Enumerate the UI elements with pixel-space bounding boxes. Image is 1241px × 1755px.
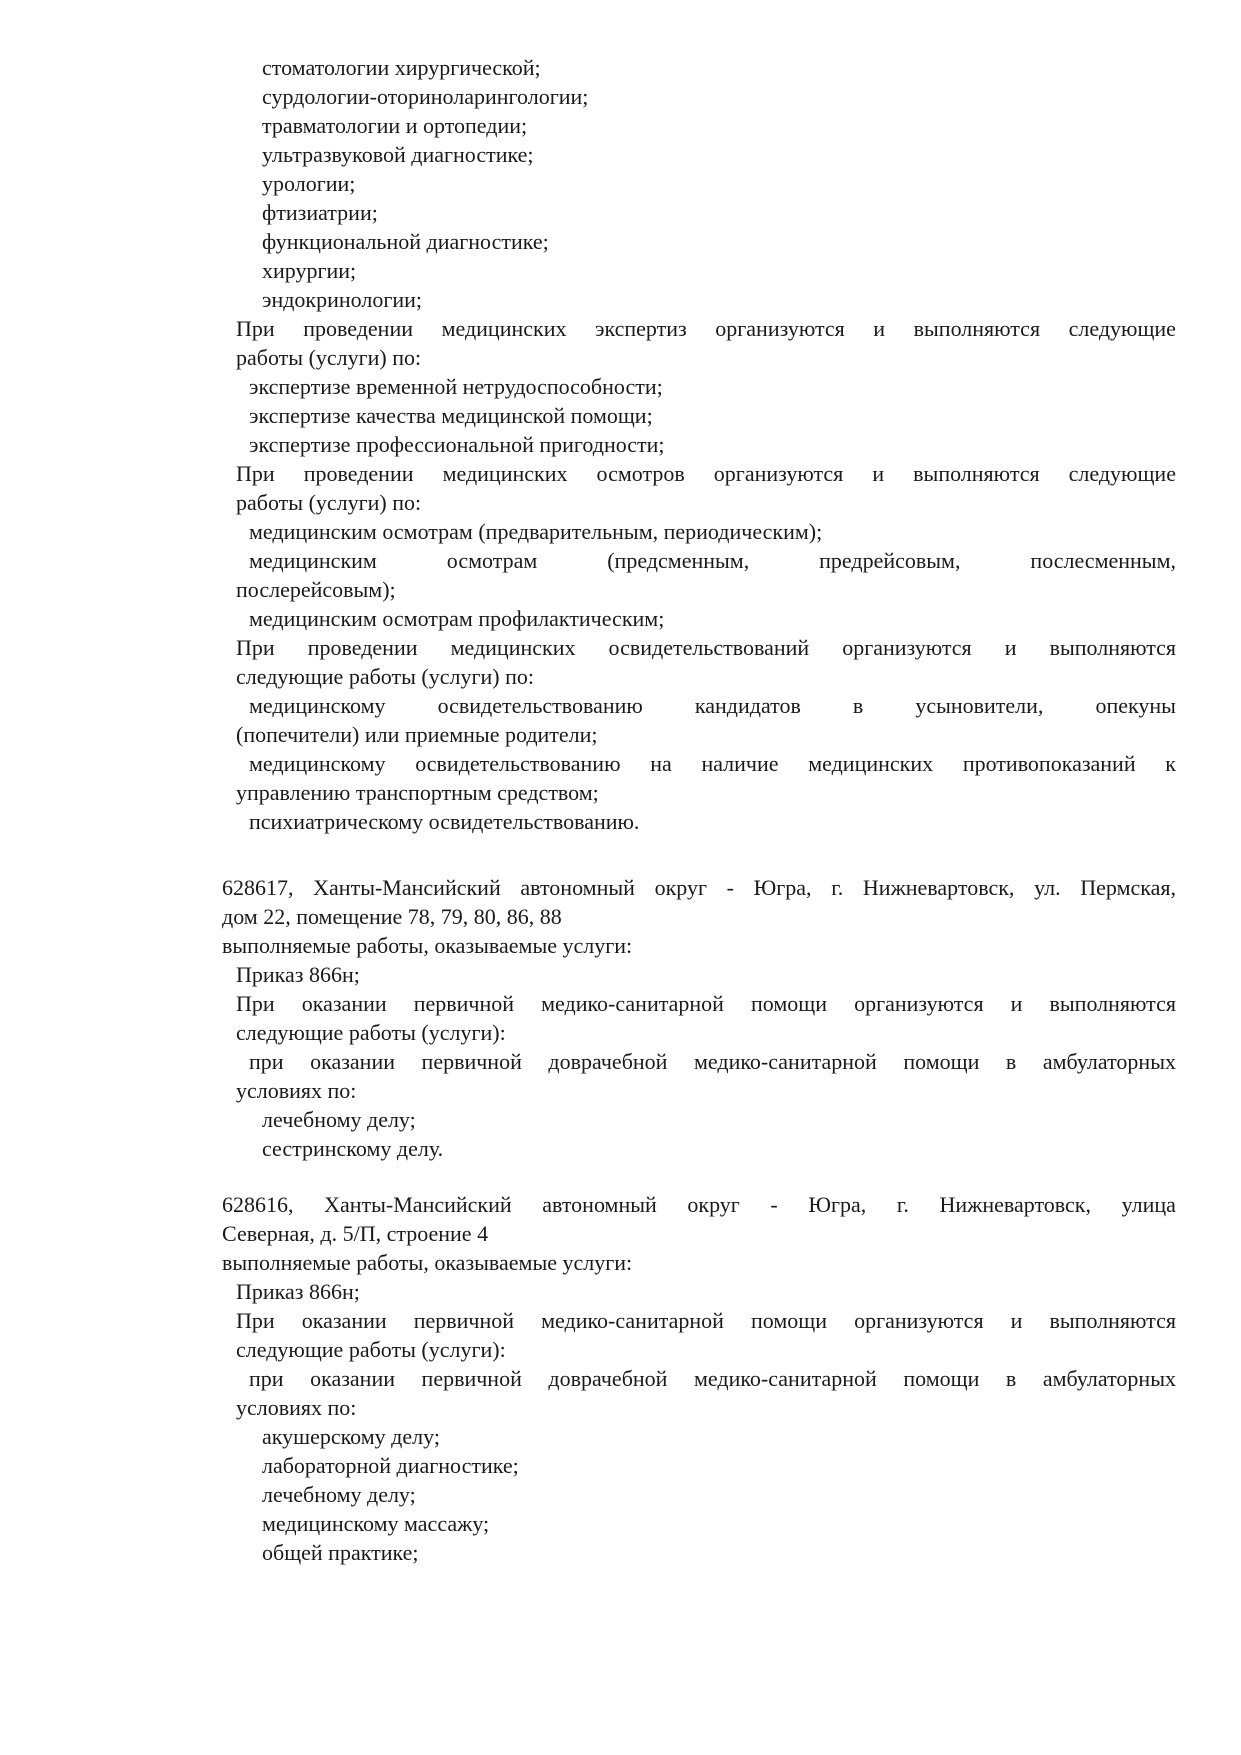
text-line: работы (услуги) по:: [236, 490, 422, 515]
text-line: выполняемые работы, оказываемые услуги:: [222, 933, 633, 958]
text-line: психиатрическому освидетельствованию.: [249, 809, 640, 834]
text-line: эндокринологии;: [262, 287, 423, 312]
text-line: травматологии и ортопедии;: [262, 113, 528, 138]
justified-line: медицинским осмотрам (предсменным, предрейсовым, послесменным,: [249, 548, 1176, 573]
text-line: ультразвуковой диагностике;: [262, 142, 534, 167]
text-line: фтизиатрии;: [262, 200, 378, 225]
justified-line: при оказании первичной доврачебной медико-санитарной помощи в амбулаторных: [249, 1366, 1176, 1391]
text-line: условиях по:: [236, 1078, 357, 1103]
text-line: лечебному делу;: [262, 1482, 416, 1507]
text-line: сестринскому делу.: [262, 1136, 444, 1161]
text-line: экспертизе качества медицинской помощи;: [249, 403, 653, 428]
text-line: Приказ 866н;: [236, 962, 360, 987]
text-line: экспертизе временной нетрудоспособности;: [249, 374, 663, 399]
justified-line: При проведении медицинских освидетельствований организуются и выполняются: [236, 635, 1176, 660]
text-line: управлению транспортным средством;: [236, 780, 599, 805]
text-line: медицинским осмотрам профилактическим;: [249, 606, 665, 631]
text-line: лечебному делу;: [262, 1107, 416, 1132]
address-line: дом 22, помещение 78, 79, 80, 86, 88: [222, 904, 562, 929]
justified-line: при оказании первичной доврачебной медико-санитарной помощи в амбулаторных: [249, 1049, 1176, 1074]
justified-line: При оказании первичной медико-санитарной помощи организуются и выполняются: [236, 991, 1176, 1016]
text-line: послерейсовым);: [236, 577, 396, 602]
text-line: медицинскому массажу;: [262, 1511, 490, 1536]
text-line: лабораторной диагностике;: [262, 1453, 519, 1478]
justified-line: При оказании первичной медико-санитарной помощи организуются и выполняются: [236, 1308, 1176, 1333]
text-line: следующие работы (услуги):: [236, 1337, 506, 1362]
justified-line: медицинскому освидетельствованию кандидатов в усыновители, опекуны: [249, 693, 1176, 718]
text-line: Приказ 866н;: [236, 1279, 360, 1304]
justified-line: При проведении медицинских осмотров организуются и выполняются следующие: [236, 461, 1176, 486]
text-line: выполняемые работы, оказываемые услуги:: [222, 1250, 633, 1275]
text-line: хирургии;: [262, 258, 357, 283]
text-line: стоматологии хирургической;: [262, 55, 541, 80]
text-line: экспертизе профессиональной пригодности;: [249, 432, 665, 457]
text-line: следующие работы (услуги) по:: [236, 664, 534, 689]
text-line: акушерскому делу;: [262, 1424, 440, 1449]
text-line: общей практике;: [262, 1540, 419, 1565]
text-line: урологии;: [262, 171, 356, 196]
justified-line: медицинскому освидетельствованию на наличие медицинских противопоказаний к: [249, 751, 1176, 776]
text-line: сурдологии-оториноларингологии;: [262, 84, 589, 109]
address-line: 628616, Ханты-Мансийский автономный округ - Югра, г. Нижневартовск, улица: [222, 1192, 1176, 1217]
justified-line: При проведении медицинских экспертиз организуются и выполняются следующие: [236, 316, 1176, 341]
text-line: условиях по:: [236, 1395, 357, 1420]
text-line: следующие работы (услуги):: [236, 1020, 506, 1045]
address-line: 628617, Ханты-Мансийский автономный округ - Югра, г. Нижневартовск, ул. Пермская,: [222, 875, 1176, 900]
text-line: работы (услуги) по:: [236, 345, 422, 370]
text-line: (попечители) или приемные родители;: [236, 722, 598, 747]
address-line: Северная, д. 5/П, строение 4: [222, 1221, 489, 1246]
text-line: медицинским осмотрам (предварительным, периодическим);: [249, 519, 823, 544]
text-line: функциональной диагностике;: [262, 229, 549, 254]
